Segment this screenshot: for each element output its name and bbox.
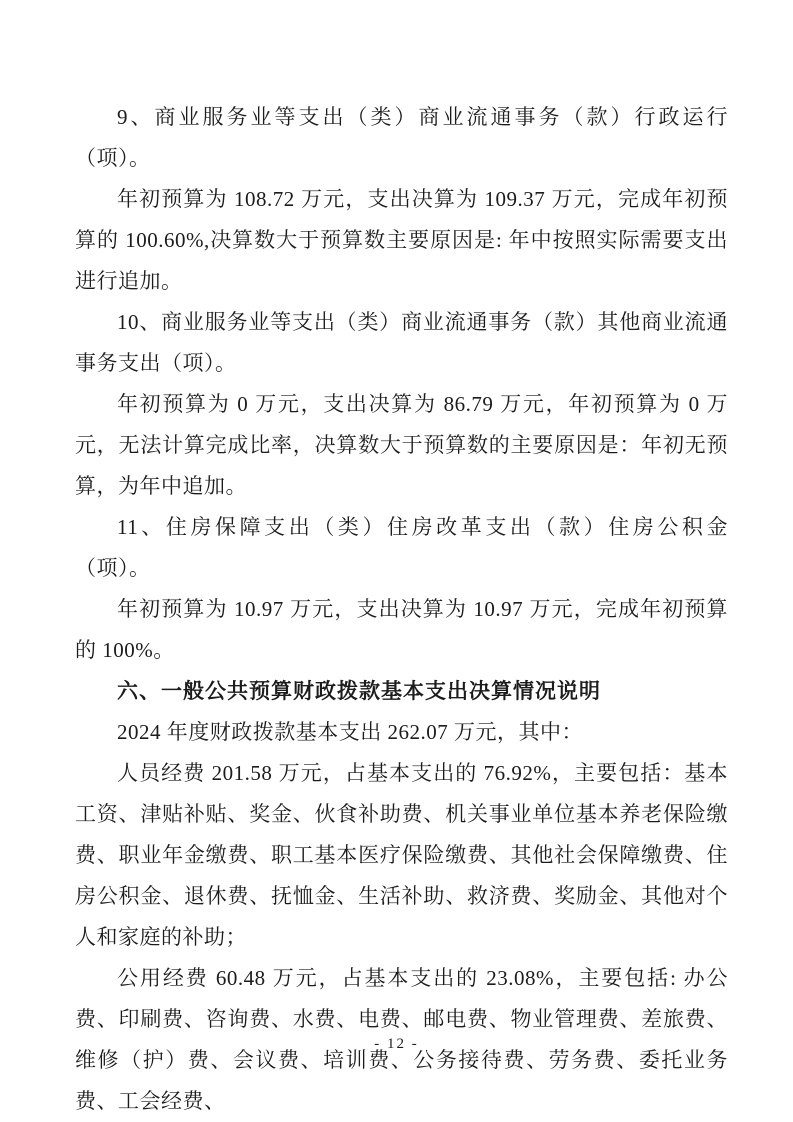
- paragraph-5: 11、住房保障支出（类）住房改革支出（款）住房公积金（项）。: [75, 515, 728, 580]
- paragraph-10: 公用经费 60.48 万元，占基本支出的 23.08%，主要包括: 办公费、印刷费、咨询费、水费、电费、邮电费、物业管理费、差旅费、维修（护）费、会议费、培训费、公务接待费、劳务费、委托业务费、工会经费、: [75, 966, 728, 1113]
- paragraph-4: 年初预算为 0 万元，支出决算为 86.79 万元，年初预算为 0 万元，无法计算完成比率，决算数大于预算数的主要原因是：年初无预算，为年中追加。: [75, 392, 728, 498]
- document-body: [75, 97, 728, 1122]
- paragraph-1: 9、商业服务业等支出（类）商业流通事务（款）行政运行（项）。: [75, 105, 728, 170]
- paragraph-8: 2024 年度财政拨款基本支出 262.07 万元，其中：: [117, 720, 583, 744]
- paragraph-3: 10、商业服务业等支出（类）商业流通事务（款）其他商业流通事务支出（项）。: [75, 310, 728, 375]
- paragraph-6: 年初预算为 10.97 万元，支出决算为 10.97 万元，完成年初预算的 100%。: [75, 597, 728, 662]
- page-number: - 12 -: [374, 1036, 419, 1052]
- paragraph-9: 人员经费 201.58 万元，占基本支出的 76.92%，主要包括：基本工资、津贴补贴、奖金、伙食补助费、机关事业单位基本养老保险缴费、职业年金缴费、职工基本医疗保险缴费、其他社会保障缴费、住房公积金、退休费、抚恤金、生活补助、救济费、奖励金、其他对个人和家庭的补助；: [75, 761, 728, 949]
- paragraph-2: 年初预算为 108.72 万元，支出决算为 109.37 万元，完成年初预算的 100.60%,决算数大于预算数主要原因是: 年中按照实际需要支出进行追加。: [75, 187, 728, 293]
- section-heading: 六、一般公共预算财政拨款基本支出决算情况说明: [117, 680, 601, 703]
